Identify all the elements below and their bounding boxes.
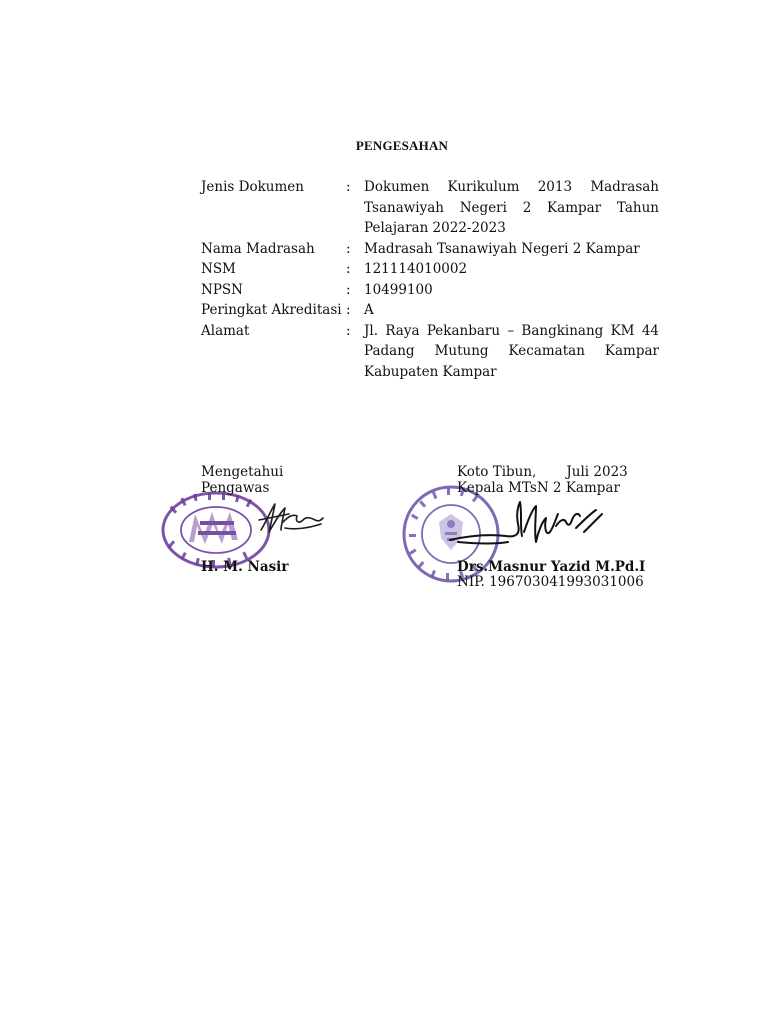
field-separator: : (346, 281, 351, 298)
field-label: Peringkat Akreditasi (201, 302, 342, 318)
field-value: A (364, 302, 374, 318)
field-value: Jl. Raya Pekanbaru – Bangkinang KM 44 Padang Mutung Kecamatan Kampar Kabupaten Kampar (364, 322, 659, 380)
field-list (201, 177, 659, 382)
field-value: 10499100 (364, 281, 433, 298)
field-value: 121114010002 (364, 261, 468, 277)
kepala-nip: NIP. 196703041993031006 (457, 574, 644, 590)
field-label: Alamat (201, 322, 250, 339)
field-row-npsn (201, 280, 659, 301)
field-separator: : (346, 302, 351, 318)
mengetahui-label: Mengetahui (201, 464, 284, 480)
kepala-madrasah-signature (448, 496, 608, 552)
kepala-name: Drs.Masnur Yazid M.Pd.I (457, 559, 646, 575)
document-title: PENGESAHAN (355, 138, 449, 153)
field-separator: : (346, 322, 351, 339)
field-row-alamat (201, 321, 659, 383)
kepala-label: Kepala MTsN 2 Kampar (457, 480, 620, 496)
field-separator: : (346, 179, 351, 195)
field-label: NSM (201, 261, 236, 277)
field-row-nsm (201, 259, 659, 280)
field-label: NPSN (201, 281, 243, 298)
field-value: Madrasah Tsanawiyah Negeri 2 Kampar (364, 240, 640, 257)
field-row-peringkat-akreditasi (201, 300, 659, 321)
place-date: Koto Tibun, Juli 2023 (457, 464, 628, 480)
field-separator: : (346, 261, 351, 277)
field-separator: : (346, 240, 351, 257)
field-row-jenis-dokumen (201, 177, 659, 239)
pengawas-label: Pengawas (201, 480, 270, 496)
pengawas-signature (255, 500, 327, 542)
field-label: Nama Madrasah (201, 240, 315, 257)
field-row-nama-madrasah (201, 239, 659, 260)
field-label: Jenis Dokumen (201, 179, 304, 195)
field-value: Dokumen Kurikulum 2013 Madrasah Tsanawiyah Negeri 2 Kampar Tahun Pelajaran 2022-2023 (364, 179, 659, 236)
pengawas-name: H. M. Nasir (201, 559, 289, 575)
